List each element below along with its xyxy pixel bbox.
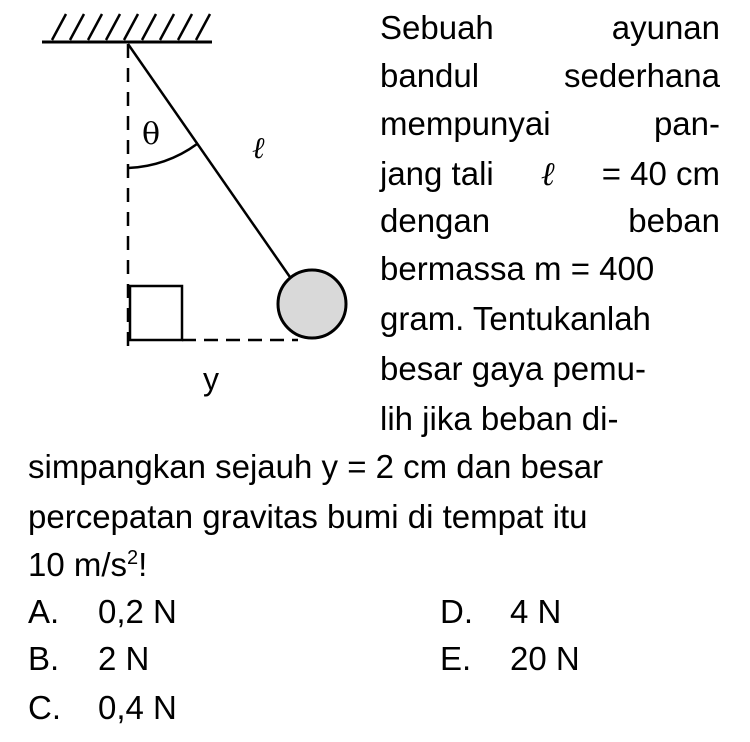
theta-label: θ: [142, 117, 161, 152]
question-line-10: simpangkan sejauh y = 2 cm dan besar: [28, 448, 604, 485]
question-line-6: bermassa m = 400: [380, 250, 655, 287]
option-b[interactable]: B. 2 N: [28, 640, 150, 677]
option-d[interactable]: D. 4 N: [440, 593, 562, 630]
question-line-1: Sebuah ayunan: [380, 9, 720, 46]
ell-symbol: ℓ: [540, 154, 555, 193]
option-e[interactable]: E. 20 N: [440, 640, 580, 677]
question-line-4: jang tali ℓ = 40 cm: [380, 150, 720, 198]
question-line-12: 10 $m/s^2$!: [28, 546, 148, 583]
question-line-5: dengan beban: [380, 202, 720, 239]
angle-arc: [128, 144, 197, 168]
pendulum-string: [128, 44, 292, 280]
displacement-label: y: [203, 361, 219, 397]
ceiling-hatch: [52, 14, 210, 40]
question-line-9: lih jika beban di-: [380, 400, 619, 437]
question-line-2: bandul sederhana: [380, 57, 720, 94]
pendulum-bob: [278, 270, 346, 338]
length-label: ℓ: [252, 131, 265, 166]
question-line-7: gram. Tentukanlah: [380, 300, 651, 337]
question-line-11: percepatan gravitas bumi di tempat itu: [28, 498, 588, 535]
pendulum-diagram: [0, 0, 360, 400]
option-a[interactable]: A. 0,2 N: [28, 593, 177, 630]
question-line-8: besar gaya pemu-: [380, 350, 646, 387]
question-line-3: mempunyai pan-: [380, 105, 720, 142]
reference-block: [130, 286, 182, 340]
option-c[interactable]: C. 0,4 N: [28, 689, 177, 726]
